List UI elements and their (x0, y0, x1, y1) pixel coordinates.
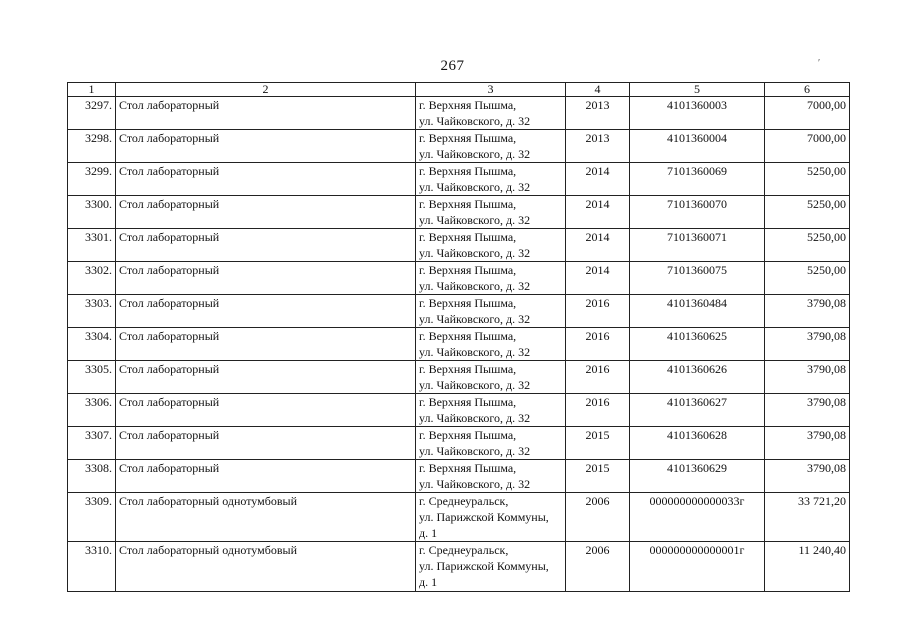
item-address: г. Верхняя Пышма, ул. Чайковского, д. 32 (416, 328, 566, 361)
item-address: г. Верхняя Пышма, ул. Чайковского, д. 32 (416, 394, 566, 427)
item-year: 2014 (566, 262, 630, 295)
table-row (68, 460, 850, 493)
inventory-code: 000000000000033г (630, 493, 765, 542)
item-address: г. Верхняя Пышма, ул. Чайковского, д. 32 (416, 295, 566, 328)
item-value: 3790,08 (765, 295, 850, 328)
item-value: 5250,00 (765, 262, 850, 295)
item-name: Стол лабораторный (116, 196, 416, 229)
item-value: 3790,08 (765, 394, 850, 427)
row-number: 3297. (68, 97, 116, 130)
item-value: 33 721,20 (765, 493, 850, 542)
row-number: 3300. (68, 196, 116, 229)
item-year: 2014 (566, 163, 630, 196)
item-name: Стол лабораторный однотумбовый (116, 493, 416, 542)
item-name: Стол лабораторный (116, 97, 416, 130)
item-name: Стол лабораторный (116, 163, 416, 196)
item-name: Стол лабораторный (116, 130, 416, 163)
item-year: 2016 (566, 328, 630, 361)
col-header-1: 1 (68, 83, 116, 97)
table-row (68, 262, 850, 295)
inventory-code: 4101360627 (630, 394, 765, 427)
item-value: 5250,00 (765, 163, 850, 196)
table-row (68, 542, 850, 592)
item-year: 2014 (566, 196, 630, 229)
inventory-code: 7101360069 (630, 163, 765, 196)
item-year: 2006 (566, 542, 630, 592)
row-number: 3304. (68, 328, 116, 361)
item-value: 5250,00 (765, 196, 850, 229)
item-year: 2013 (566, 130, 630, 163)
item-address: г. Среднеуральск, ул. Парижской Коммуны, д. 1 (416, 542, 566, 592)
inventory-code: 4101360004 (630, 130, 765, 163)
row-number: 3299. (68, 163, 116, 196)
item-name: Стол лабораторный (116, 229, 416, 262)
item-value: 3790,08 (765, 460, 850, 493)
item-value: 3790,08 (765, 361, 850, 394)
item-value: 3790,08 (765, 427, 850, 460)
item-name: Стол лабораторный (116, 328, 416, 361)
table-row (68, 394, 850, 427)
item-name: Стол лабораторный (116, 460, 416, 493)
item-name: Стол лабораторный однотумбовый (116, 542, 416, 592)
table-row (68, 328, 850, 361)
item-address: г. Верхняя Пышма, ул. Чайковского, д. 32 (416, 130, 566, 163)
item-year: 2016 (566, 295, 630, 328)
row-number: 3307. (68, 427, 116, 460)
row-number: 3301. (68, 229, 116, 262)
col-header-4: 4 (566, 83, 630, 97)
table-row (68, 229, 850, 262)
inventory-code: 000000000000001г (630, 542, 765, 592)
item-address: г. Среднеуральск, ул. Парижской Коммуны, д. 1 (416, 493, 566, 542)
inventory-code: 4101360484 (630, 295, 765, 328)
item-year: 2014 (566, 229, 630, 262)
item-name: Стол лабораторный (116, 262, 416, 295)
table-row (68, 361, 850, 394)
row-number: 3303. (68, 295, 116, 328)
item-year: 2013 (566, 97, 630, 130)
item-year: 2015 (566, 427, 630, 460)
inventory-code: 7101360071 (630, 229, 765, 262)
item-year: 2015 (566, 460, 630, 493)
item-address: г. Верхняя Пышма, ул. Чайковского, д. 32 (416, 229, 566, 262)
item-address: г. Верхняя Пышма, ул. Чайковского, д. 32 (416, 196, 566, 229)
page-number: 267 (440, 58, 465, 74)
row-number: 3309. (68, 493, 116, 542)
col-header-2: 2 (116, 83, 416, 97)
item-address: г. Верхняя Пышма, ул. Чайковского, д. 32 (416, 262, 566, 295)
item-address: г. Верхняя Пышма, ул. Чайковского, д. 32 (416, 460, 566, 493)
table-row (68, 196, 850, 229)
inventory-code: 4101360626 (630, 361, 765, 394)
item-address: г. Верхняя Пышма, ул. Чайковского, д. 32 (416, 163, 566, 196)
item-name: Стол лабораторный (116, 295, 416, 328)
table-row (68, 130, 850, 163)
item-value: 11 240,40 (765, 542, 850, 592)
item-year: 2006 (566, 493, 630, 542)
row-number: 3302. (68, 262, 116, 295)
scan-mark: ′ (818, 58, 821, 69)
table-row (68, 295, 850, 328)
table-row (68, 97, 850, 130)
item-address: г. Верхняя Пышма, ул. Чайковского, д. 32 (416, 97, 566, 130)
row-number: 3310. (68, 542, 116, 592)
inventory-code: 7101360070 (630, 196, 765, 229)
item-name: Стол лабораторный (116, 394, 416, 427)
inventory-code: 4101360629 (630, 460, 765, 493)
col-header-3: 3 (416, 83, 566, 97)
inventory-code: 4101360003 (630, 97, 765, 130)
table-row (68, 163, 850, 196)
inventory-table (67, 82, 850, 592)
item-address: г. Верхняя Пышма, ул. Чайковского, д. 32 (416, 427, 566, 460)
item-value: 7000,00 (765, 130, 850, 163)
item-name: Стол лабораторный (116, 427, 416, 460)
table-row (68, 493, 850, 542)
table-row (68, 427, 850, 460)
col-header-5: 5 (630, 83, 765, 97)
col-header-6: 6 (765, 83, 850, 97)
row-number: 3308. (68, 460, 116, 493)
item-value: 7000,00 (765, 97, 850, 130)
item-value: 5250,00 (765, 229, 850, 262)
item-name: Стол лабораторный (116, 361, 416, 394)
item-year: 2016 (566, 394, 630, 427)
row-number: 3306. (68, 394, 116, 427)
item-value: 3790,08 (765, 328, 850, 361)
header-row (68, 83, 850, 97)
inventory-code: 4101360628 (630, 427, 765, 460)
inventory-code: 7101360075 (630, 262, 765, 295)
row-number: 3305. (68, 361, 116, 394)
item-address: г. Верхняя Пышма, ул. Чайковского, д. 32 (416, 361, 566, 394)
item-year: 2016 (566, 361, 630, 394)
row-number: 3298. (68, 130, 116, 163)
inventory-code: 4101360625 (630, 328, 765, 361)
